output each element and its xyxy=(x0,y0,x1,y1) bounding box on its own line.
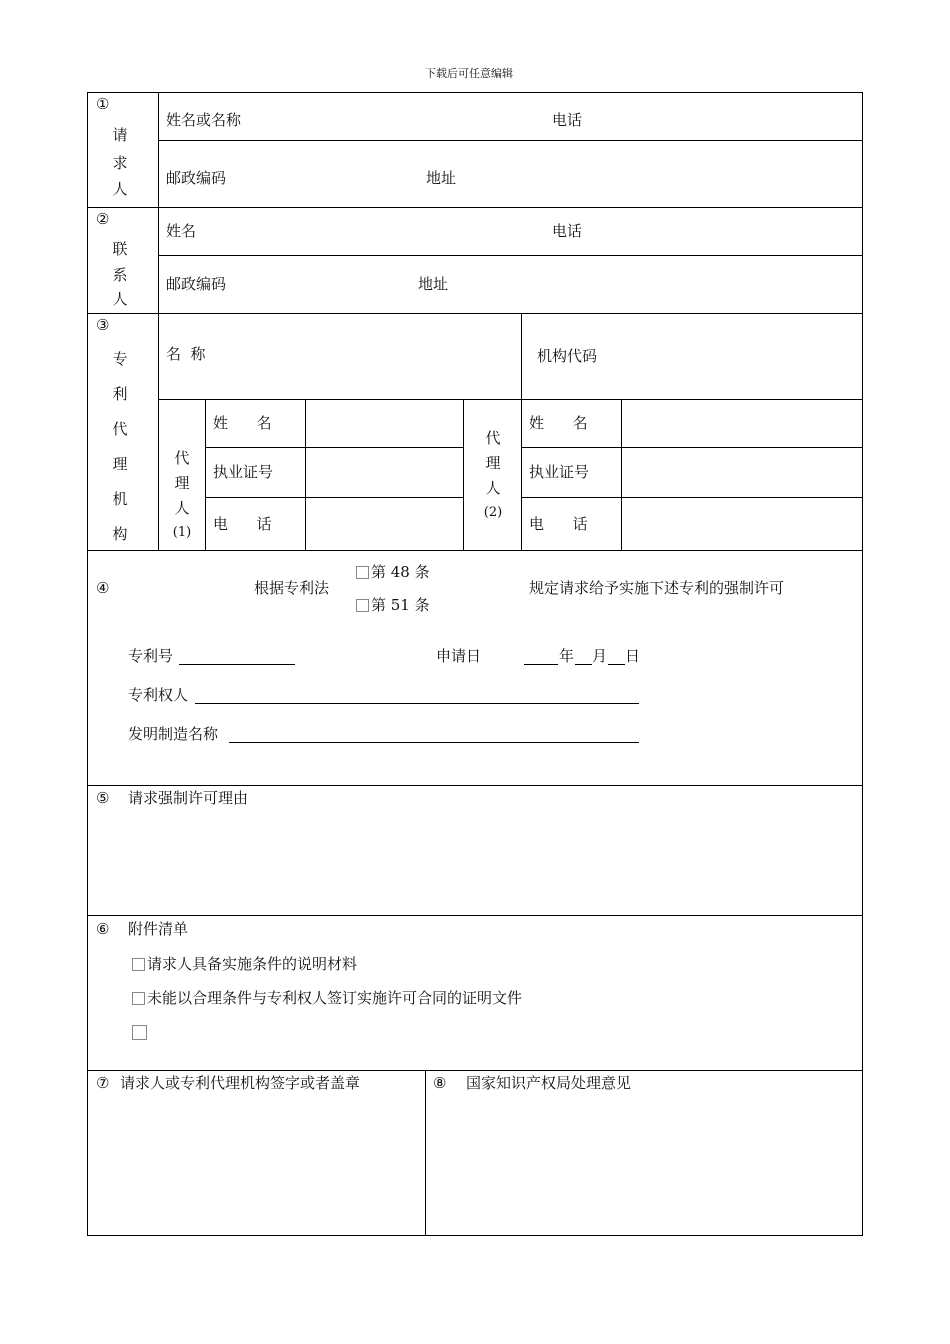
section-number: ① xyxy=(96,95,110,113)
section-label-contact: 联 系 人 xyxy=(112,240,128,308)
filing-year-field[interactable] xyxy=(524,664,558,665)
request-text: 规定请求给予实施下述专利的强制许可 xyxy=(529,579,785,597)
contact-postal-label: 邮政编码 xyxy=(166,275,227,293)
filing-day-field[interactable] xyxy=(608,664,625,665)
patentee-field[interactable] xyxy=(195,703,639,704)
attachment-checkbox[interactable] xyxy=(132,958,145,971)
section-number: ④ xyxy=(96,579,110,597)
contact-name-label: 姓名 xyxy=(166,222,197,240)
patentee-label: 专利权人 xyxy=(128,686,189,704)
agency-name-label: 名 称 xyxy=(166,345,206,363)
article51-checkbox[interactable] xyxy=(356,599,369,612)
contact-phone-label: 电话 xyxy=(552,222,583,240)
page-header-note: 下载后可任意编辑 xyxy=(425,67,513,80)
office-opinion-title: 国家知识产权局处理意见 xyxy=(466,1074,632,1092)
year-label: 年 xyxy=(559,647,575,665)
article51-option[interactable]: 第 51 条 xyxy=(356,598,430,613)
section-number: ⑦ xyxy=(96,1074,110,1092)
section-label-agency: 专 利 代 理 机 构 xyxy=(112,350,128,543)
requester-name-label: 姓名或名称 xyxy=(166,111,242,129)
agency-org-code-label: 机构代码 xyxy=(537,347,598,365)
requester-address-label: 地址 xyxy=(426,169,457,187)
section-label-requester: 请 求 人 xyxy=(112,126,128,198)
article48-option[interactable]: 第 48 条 xyxy=(356,565,430,580)
section-number: ② xyxy=(96,210,110,228)
agent2-label: 代 理 人 (2) xyxy=(483,429,503,520)
agent1-license-label: 执业证号 xyxy=(213,463,274,481)
agent2-license-label: 执业证号 xyxy=(529,463,590,481)
section-number: ⑤ xyxy=(96,789,110,807)
reason-title: 请求强制许可理由 xyxy=(128,789,249,807)
invention-name-field[interactable] xyxy=(229,742,639,743)
filing-date-label: 申请日 xyxy=(436,647,482,665)
patent-number-field[interactable] xyxy=(179,664,295,665)
article48-checkbox[interactable] xyxy=(356,566,369,579)
filing-month-field[interactable] xyxy=(575,664,592,665)
signature-title: 请求人或专利代理机构签字或者盖章 xyxy=(120,1074,361,1092)
agent2-name-label: 姓 名 xyxy=(529,414,588,432)
attachment-item[interactable]: 未能以合理条件与专利权人签订实施许可合同的证明文件 xyxy=(132,991,522,1006)
attachment-checkbox[interactable] xyxy=(132,1025,147,1040)
patent-number-label: 专利号 xyxy=(128,647,174,665)
section-number: ⑧ xyxy=(433,1074,447,1092)
day-label: 日 xyxy=(625,647,641,665)
requester-phone-label: 电话 xyxy=(552,111,583,129)
agent1-label: 代 理 人 (1) xyxy=(172,449,192,540)
invention-name-label: 发明制造名称 xyxy=(128,725,219,743)
agent1-name-label: 姓 名 xyxy=(213,414,272,432)
requester-postal-label: 邮政编码 xyxy=(166,169,227,187)
section-number: ③ xyxy=(96,316,110,334)
month-label: 月 xyxy=(592,647,608,665)
contact-address-label: 地址 xyxy=(418,275,449,293)
attachment-item[interactable]: 请求人具备实施条件的说明材料 xyxy=(132,957,357,972)
attachments-title: 附件清单 xyxy=(128,920,189,938)
agent1-phone-label: 电 话 xyxy=(213,515,272,533)
agent2-phone-label: 电 话 xyxy=(529,515,588,533)
section-number: ⑥ xyxy=(96,920,110,938)
basis-label: 根据专利法 xyxy=(254,579,330,597)
attachment-item[interactable] xyxy=(132,1025,149,1041)
attachment-checkbox[interactable] xyxy=(132,992,145,1005)
